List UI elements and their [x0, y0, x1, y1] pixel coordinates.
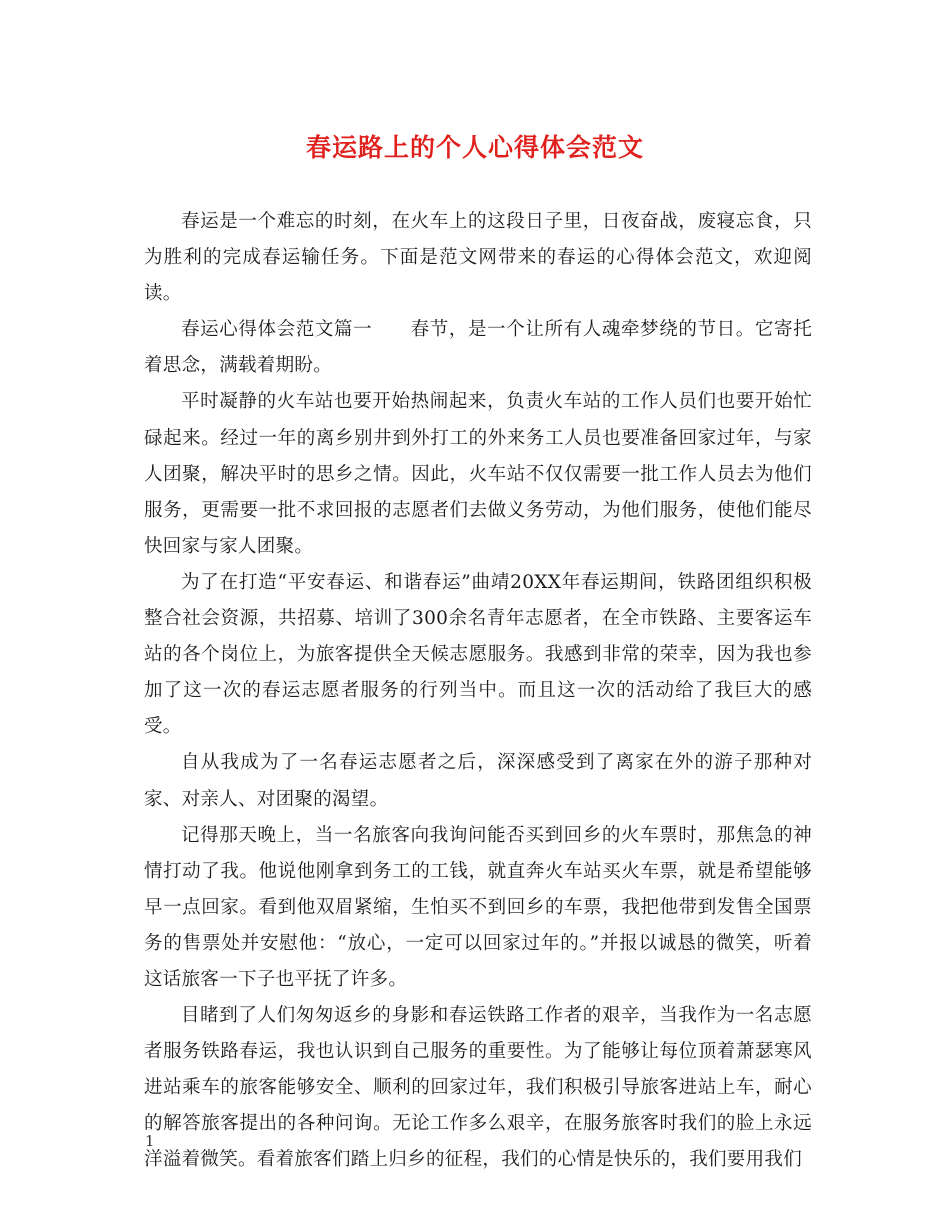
- section-heading: 春运心得体会范文篇一: [181, 319, 373, 341]
- paragraph-section-one: [144, 312, 812, 384]
- paragraph-story: 记得那天晚上，当一名旅客向我询问能否买到回乡的火车票时，那焦急的神情打动了我。他说他刚拿到务工的工钱，就直奔火车站买火车票，就是希望能够早一点回家。看到他双眉紧缩，生怕买不到回乡的车票，我把他带到发售全国票务的售票处并安慰他：“放心，一定可以回家过年的。”并报以诚恳的微笑，听着这话旅客一下子也平抚了许多。: [144, 824, 812, 990]
- paragraph-feeling: 自从我成为了一名春运志愿者之后，深深感受到了离家在外的游子那种对家、对亲人、对团聚的渴望。: [144, 752, 812, 810]
- document-body: [144, 204, 812, 1179]
- paragraph-station: 平时凝静的火车站也要开始热闹起来，负责火车站的工作人员们也要开始忙碌起来。经过一年的离乡别井到外打工的外来务工人员也要准备回家过年，与家人团聚，解决平时的思乡之情。因此，火车站不仅仅需要一批工作人员去为他们服务，更需要一批不求回报的志愿者们去做义务劳动，为他们服务，使他们能尽快回家与家人团聚。: [144, 391, 812, 557]
- paragraph-reflection: 目睹到了人们匆匆返乡的身影和春运铁路工作者的艰辛，当我作为一名志愿者服务铁路春运，我也认识到自己服务的重要性。为了能够让每位顶着萧瑟寒风进站乘车的旅客能够安全、顺利的回家过年，我们积极引导旅客进站上车，耐心的解答旅客提出的各种问询。无论工作多么艰辛，在服务旅客时我们的脸上永远洋溢着微笑。看着旅客们踏上归乡的征程，我们的心情是快乐的，我们要用我们: [144, 1005, 812, 1171]
- document-title: 春运路上的个人心得体会范文: [305, 133, 644, 162]
- section-first-text: 春节，是一个让所有人魂牵梦绕的节日。它寄托着思念，满载着期盼。: [144, 319, 812, 377]
- page-number: 1: [145, 1132, 155, 1150]
- paragraph-intro: 春运是一个难忘的时刻，在火车上的这段日子里，日夜奋战，废寝忘食，只为胜利的完成春运输任务。下面是范文网带来的春运的心得体会范文，欢迎阅读。: [144, 211, 812, 305]
- paragraph-volunteers: 为了在打造“平安春运、和谐春运”曲靖20XX年春运期间，铁路团组织积极整合社会资源，共招募、培训了300余名青年志愿者，在全市铁路、主要客运车站的各个岗位上，为旅客提供全天候志愿服务。我感到非常的荣幸，因为我也参加了这一次的春运志愿者服务的行列当中。而且这一次的活动给了我巨大的感受。: [144, 571, 812, 738]
